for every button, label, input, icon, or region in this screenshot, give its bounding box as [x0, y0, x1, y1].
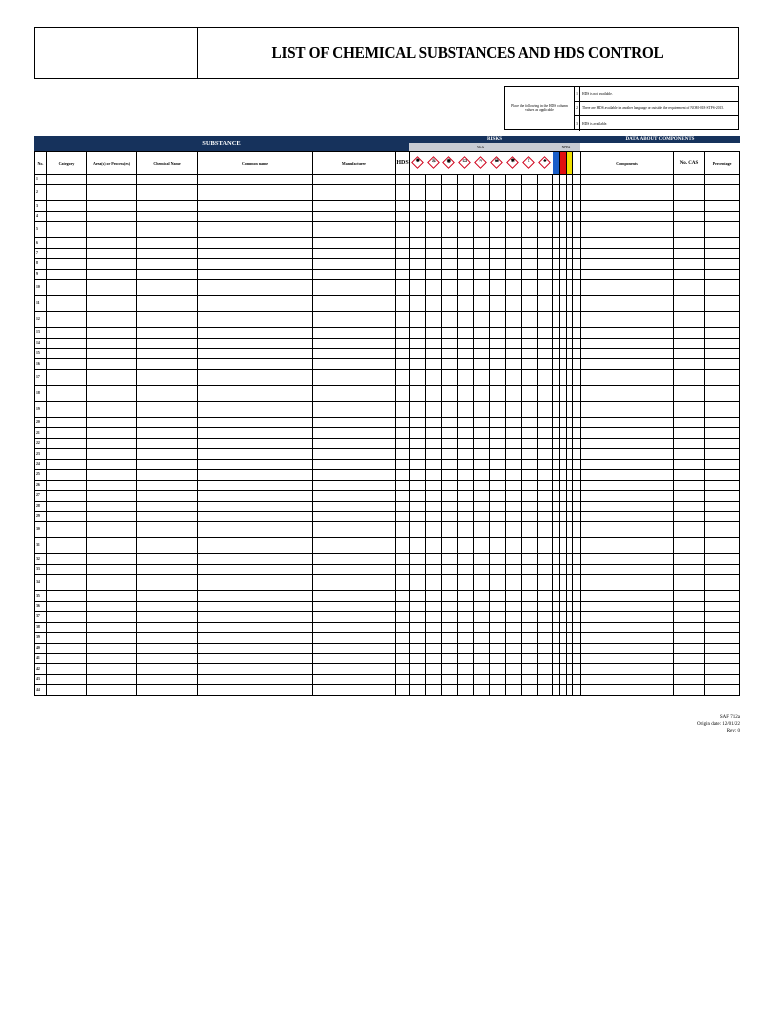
section-substance: SUBSTANCE: [34, 136, 409, 151]
table-row: [34, 249, 740, 259]
row-number: 21: [36, 430, 40, 435]
corrosion-icon: ≈: [474, 156, 487, 169]
row-number: 27: [36, 493, 40, 498]
table-row: [34, 644, 740, 654]
grid-divider: [673, 175, 674, 696]
legend-note: Place the following in the HDS column values as applicable: [505, 87, 575, 129]
grid-divider: [46, 175, 47, 696]
row-number: 17: [36, 374, 40, 379]
row-number: 12: [36, 317, 40, 322]
row-number: 26: [36, 482, 40, 487]
legend-item: [575, 116, 738, 131]
table-row: [34, 386, 740, 402]
nfpa-flammability-color: [560, 152, 567, 174]
section-risks: RISKS: [409, 136, 580, 143]
grid-divider: [473, 175, 474, 696]
sga-pictograms: [410, 152, 553, 174]
legend-item-text: HDS is not available.: [582, 91, 613, 96]
health-hazard-icon: ✱: [506, 156, 519, 169]
table-row: [34, 602, 740, 612]
row-number: 31: [36, 543, 40, 548]
col-cas: No. CAS: [674, 152, 705, 174]
row-number: 13: [36, 330, 40, 335]
legend-item-number: 2: [575, 102, 580, 116]
grid-divider: [34, 175, 35, 696]
row-number: 35: [36, 593, 40, 598]
row-number: 43: [36, 677, 40, 682]
row-number: 33: [36, 567, 40, 572]
row-number: 22: [36, 441, 40, 446]
table-row: [34, 402, 740, 418]
table-row: [34, 349, 740, 359]
grid-divider: [136, 175, 137, 696]
table-row: [34, 238, 740, 248]
grid-divider: [552, 175, 553, 696]
row-number: 2: [36, 190, 38, 195]
table-row: [34, 175, 740, 185]
col-components: Components: [581, 152, 674, 174]
grid-divider: [505, 175, 506, 696]
col-manufacturer: Manufacturer: [313, 152, 396, 174]
section-sga: SGA: [409, 143, 552, 151]
table-row: [34, 185, 740, 201]
row-number: 40: [36, 645, 40, 650]
row-number: 8: [36, 261, 38, 266]
table-row: [34, 201, 740, 211]
row-number: 1: [36, 177, 38, 182]
table-row: [34, 428, 740, 438]
environment-icon: ♣: [538, 156, 551, 169]
legend-item-text: HDS is available.: [582, 121, 608, 126]
row-number: 14: [36, 340, 40, 345]
table-row: [34, 360, 740, 370]
section-components: DATA ABOUT COMPONENTS: [580, 136, 740, 143]
row-number: 42: [36, 666, 40, 671]
grid-divider: [312, 175, 313, 696]
row-number: 6: [36, 240, 38, 245]
grid-divider: [86, 175, 87, 696]
revision: Rev: 0: [726, 729, 740, 734]
col-no: No.: [35, 152, 47, 174]
row-number: 38: [36, 624, 40, 629]
grid-divider: [395, 175, 396, 696]
table-row: [34, 522, 740, 538]
table-row: [34, 575, 740, 591]
table-row: [34, 685, 740, 695]
grid-divider: [441, 175, 442, 696]
table-row: [34, 460, 740, 470]
row-number: 15: [36, 351, 40, 356]
section-nfpa: NFPA: [552, 143, 580, 151]
grid-divider: [559, 175, 560, 696]
legend-item-number: 3: [575, 116, 580, 131]
row-number: 7: [36, 251, 38, 256]
row-number: 9: [36, 271, 38, 276]
row-number: 39: [36, 635, 40, 640]
row-number: 20: [36, 420, 40, 425]
row-number: 28: [36, 503, 40, 508]
table-row: [34, 591, 740, 601]
table-row: [34, 439, 740, 449]
hds-legend: [504, 86, 739, 130]
table-row: [34, 280, 740, 296]
legend-item: [575, 102, 738, 117]
row-number: 5: [36, 227, 38, 232]
grid-divider: [457, 175, 458, 696]
page-title: LIST OF CHEMICAL SUBSTANCES AND HDS CONTROL: [271, 43, 664, 62]
document-footer: [697, 714, 740, 735]
legend-item: [575, 87, 738, 102]
grid-divider: [566, 175, 567, 696]
col-area: Area(s) or Process(es): [87, 152, 137, 174]
table-row: [34, 654, 740, 664]
row-number: 32: [36, 556, 40, 561]
row-number: 29: [36, 514, 40, 519]
grid-divider: [409, 175, 410, 696]
table-row: [34, 623, 740, 633]
table-row: [34, 612, 740, 622]
col-hds: HDS: [396, 152, 410, 174]
table-row: [34, 339, 740, 349]
grid-divider: [197, 175, 198, 696]
table-row: [34, 312, 740, 328]
table-row: [34, 470, 740, 480]
grid-divider: [425, 175, 426, 696]
grid-divider: [489, 175, 490, 696]
table-row: [34, 212, 740, 222]
grid-divider: [521, 175, 522, 696]
col-chemical-name: Chemical Name: [137, 152, 198, 174]
row-number: 10: [36, 285, 40, 290]
origin-date: Origin date: 12/01/22: [696, 722, 740, 727]
row-number: 23: [36, 451, 40, 456]
table-row: [34, 554, 740, 564]
table-row: [34, 449, 740, 459]
table-row: [34, 512, 740, 522]
col-percentage: Percentage: [712, 160, 732, 166]
row-number: 3: [36, 203, 38, 208]
flame-icon: ♨: [427, 156, 440, 169]
nfpa-special-color: [573, 152, 581, 174]
legend-item-number: 1: [575, 87, 580, 101]
row-number: 11: [36, 301, 40, 306]
row-number: 34: [36, 580, 40, 585]
grid-divider: [580, 175, 581, 696]
table-row: [34, 270, 740, 280]
row-number: 4: [36, 214, 38, 219]
table-row: [34, 328, 740, 338]
form-code: SAF 712a: [719, 715, 740, 720]
table-row: [34, 565, 740, 575]
oxidizer-icon: ◉: [442, 156, 455, 169]
exclamation-icon: !: [522, 156, 535, 169]
table-row: [34, 259, 740, 269]
nfpa-health-color: [553, 152, 560, 174]
table-row: [34, 633, 740, 643]
grid-divider: [739, 175, 740, 696]
legend-item-text: There are HDS available in another language or outside the requirement of NOM-018-STPS-2015.: [582, 106, 725, 111]
row-number: 19: [36, 406, 40, 411]
grid-divider: [537, 175, 538, 696]
table-row: [34, 481, 740, 491]
table-row: [34, 222, 740, 238]
row-number: 18: [36, 390, 40, 395]
table-row: [34, 296, 740, 312]
grid-divider: [704, 175, 705, 696]
table-row: [34, 418, 740, 428]
title-box: [34, 27, 739, 79]
row-number: 37: [36, 614, 40, 619]
table-row: [34, 675, 740, 685]
table-header: [34, 151, 740, 175]
row-number: 41: [36, 656, 40, 661]
row-number: 25: [36, 472, 40, 477]
row-number: 36: [36, 604, 40, 609]
gas-cylinder-icon: ▭: [458, 156, 471, 169]
row-number: 44: [36, 687, 40, 692]
table-row: [34, 665, 740, 675]
table-row: [34, 538, 740, 554]
row-number: 24: [36, 461, 40, 466]
grid-divider: [572, 175, 573, 696]
table-row: [34, 491, 740, 501]
col-category: Category: [47, 152, 87, 174]
col-common-name: Common name: [198, 152, 313, 174]
toxic-icon: ☠: [490, 156, 503, 169]
logo-cell: [35, 28, 198, 78]
explosive-icon: ✹: [411, 156, 424, 169]
row-number: 30: [36, 527, 40, 532]
table-row: [34, 370, 740, 386]
table-row: [34, 502, 740, 512]
row-number: 16: [36, 361, 40, 366]
